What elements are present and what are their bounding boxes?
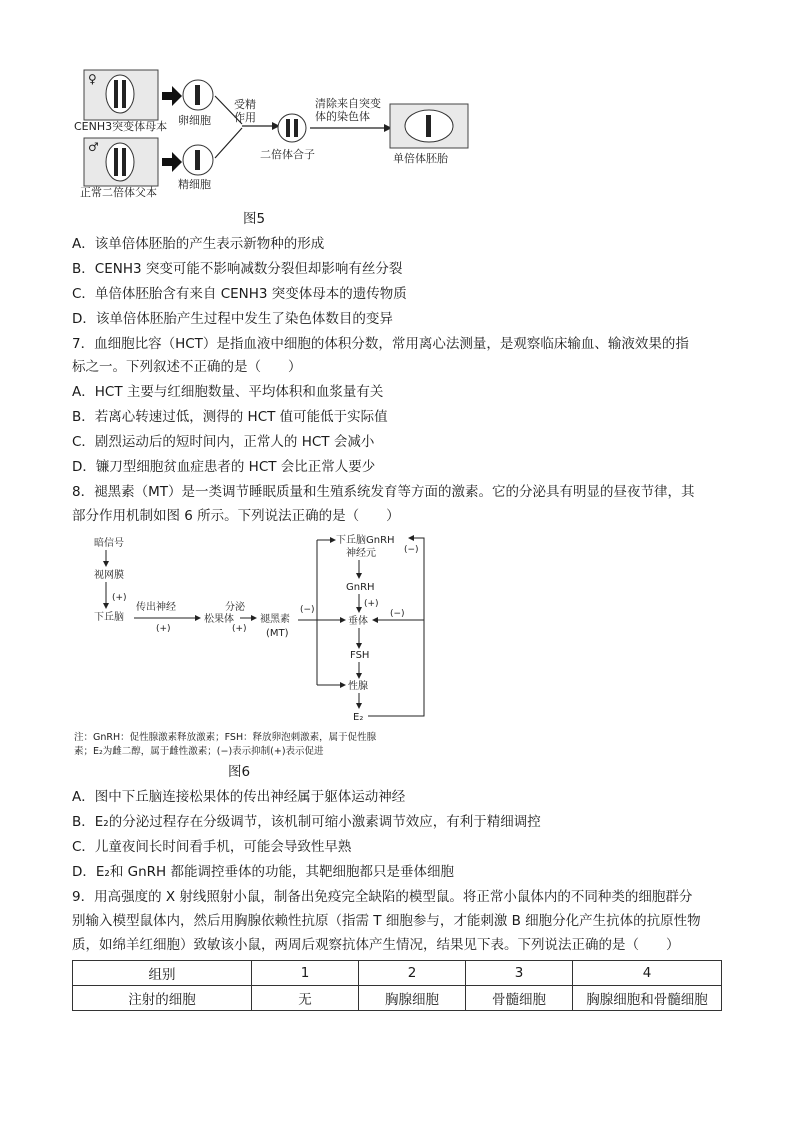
dark-signal-label: 暗信号 (94, 538, 124, 549)
mt-label: (MT) (266, 628, 289, 639)
e2-arrowhead-top (408, 535, 414, 541)
embryo-cell (405, 110, 453, 142)
q9-stem-line-1: 9．用高强度的 X 射线照射小鼠，制备出免疫完全缺陷的模型鼠。将正常小鼠体内的不同种类的细胞群分 (72, 889, 693, 905)
table-row (73, 961, 722, 986)
header-label-cell: 组别 (73, 961, 252, 986)
arrow-to-sperm (162, 152, 182, 172)
e2-arrowhead-pit (372, 617, 378, 623)
sperm-cell (183, 145, 213, 175)
q6-option-a: A．该单倍体胚胎的产生表示新物种的形成 (72, 236, 325, 252)
melatonin-label: 褪黑素 (260, 614, 290, 625)
embryo-label: 单倍体胚胎 (393, 152, 448, 165)
q7-stem-line-1: 7．血细胞比容（HCT）是指血液中细胞的体积分数，常用离心法测量，是观察临床输血、输液效果的指 (72, 336, 689, 352)
figure-6-caption: 图6 (228, 764, 251, 780)
eliminate-label-2: 体的染色体 (315, 110, 370, 123)
arrow-to-egg (162, 86, 182, 106)
row-label-cell: 注射的细胞 (73, 986, 252, 1011)
q9-stem-line-3: 质，如绵羊红细胞）致敏该小鼠，两周后观察抗体产生情况，结果见下表。下列说法正确的是（ ） (72, 937, 680, 953)
zygote-cell (278, 114, 306, 142)
plus-retina: (+) (112, 593, 127, 603)
group-4-cell: 4 (573, 961, 722, 986)
plus-gnrh: (+) (364, 599, 379, 609)
minus-e2-pit: (−) (390, 609, 405, 619)
q8-option-b: B．E₂的分泌过程存在分级调节，该机制可缩小激素调节效应，有利于精细调控 (72, 814, 541, 830)
q7-option-a: A．HCT 主要与红细胞数量、平均体积和血浆量有关 (72, 384, 384, 400)
gonad-label: 性腺 (348, 681, 368, 692)
q7-option-d: D．镰刀型细胞贫血症患者的 HCT 会比正常人要少 (72, 459, 376, 475)
mt-arrowhead-pit (340, 617, 346, 623)
gnrh-neuron-label-1: 下丘脑GnRH (336, 535, 395, 546)
secrete-label: 分泌 (225, 602, 245, 613)
fsh-label: FSH (350, 650, 370, 661)
father-cell (106, 143, 134, 181)
q8-stem-line-1: 8．褪黑素（MT）是一类调节睡眠质量和生殖系统发育等方面的激素。它的分泌具有明显的昼夜节律，其 (72, 484, 695, 500)
male-symbol: ♂ (88, 140, 99, 154)
q9-table (72, 960, 722, 1011)
cells-2: 胸腺细胞 (359, 986, 466, 1011)
normal-father-label: 正常二倍体父本 (80, 186, 157, 199)
q6-option-c: C．单倍体胚胎含有来自 CENH3 突变体母本的遗传物质 (72, 286, 407, 302)
cells-4: 胸腺细胞和骨髓细胞 (573, 986, 722, 1011)
pituitary-label: 垂体 (348, 616, 368, 627)
q7-stem-line-2: 标之一。下列叙述不正确的是（ ） (72, 359, 302, 375)
figure-6-note-1: 注：GnRH：促性腺激素释放激素；FSH：释放卵泡刺激素，属于促性腺 (74, 732, 377, 743)
plus-secrete: (+) (232, 624, 247, 634)
plus-efferent: (+) (156, 624, 171, 634)
efferent-nerve-label: 传出神经 (136, 602, 176, 613)
q8-option-c: C．儿童夜间长时间看手机，可能会导致性早熟 (72, 839, 352, 855)
group-1-cell: 1 (252, 961, 359, 986)
e2-feedback-lines (368, 538, 424, 716)
fertilization-label-2: 作用 (234, 111, 256, 124)
figure-6 (72, 530, 452, 760)
q9-stem-line-2: 别输入模型鼠体内，然后用胸腺依赖性抗原（指需 T 细胞参与，才能刺激 B 细胞分化产生抗体的抗原性物 (72, 913, 701, 929)
mother-cell (106, 75, 134, 113)
mutant-mother-label: CENH3突变体母本 (74, 120, 168, 133)
q8-stem-line-2: 部分作用机制如图 6 所示。下列说法正确的是（ ） (72, 508, 400, 524)
mt-arrowhead-gonad (340, 682, 346, 688)
gnrh-neuron-label-2: 神经元 (346, 548, 376, 559)
fertilization-label-1: 受精 (234, 98, 256, 111)
female-symbol: ♀ (88, 72, 97, 86)
q8-option-a: A．图中下丘脑连接松果体的传出神经属于躯体运动神经 (72, 789, 406, 805)
cells-3: 骨髓细胞 (466, 986, 573, 1011)
eliminate-label-1: 清除来自突变 (315, 97, 381, 110)
retina-label: 视网膜 (94, 570, 124, 581)
q6-option-d: D．该单倍体胚胎产生过程中发生了染色体数目的变异 (72, 311, 393, 327)
hypothalamus-label: 下丘脑 (94, 612, 124, 623)
table-row (73, 986, 722, 1011)
pineal-label: 松果体 (204, 614, 234, 625)
q7-option-c: C．剧烈运动后的短时间内，正常人的 HCT 会减小 (72, 434, 375, 450)
figure-5-caption: 图5 (243, 211, 266, 227)
zygote-label: 二倍体合子 (260, 148, 315, 161)
e2-label: E₂ (353, 712, 364, 723)
cells-1: 无 (252, 986, 359, 1011)
group-3-cell: 3 (466, 961, 573, 986)
egg-label: 卵细胞 (178, 114, 211, 127)
minus-mt: (−) (300, 605, 315, 615)
gnrh-label: GnRH (346, 582, 375, 593)
q7-option-b: B．若离心转速过低，测得的 HCT 值可能低于实际值 (72, 409, 388, 425)
figure-5 (72, 66, 472, 206)
sperm-label: 精细胞 (178, 178, 211, 191)
figure-6-note-2: 素；E₂为雌二醇，属于雌性激素；(−)表示抑制(+)表示促进 (74, 746, 324, 757)
q8-option-d: D．E₂和 GnRH 都能调控垂体的功能，其靶细胞都只是垂体细胞 (72, 864, 454, 880)
egg-cell (183, 80, 213, 110)
minus-e2-top: (−) (404, 545, 419, 555)
q6-option-b: B．CENH3 突变可能不影响减数分裂但却影响有丝分裂 (72, 261, 403, 277)
group-2-cell: 2 (359, 961, 466, 986)
